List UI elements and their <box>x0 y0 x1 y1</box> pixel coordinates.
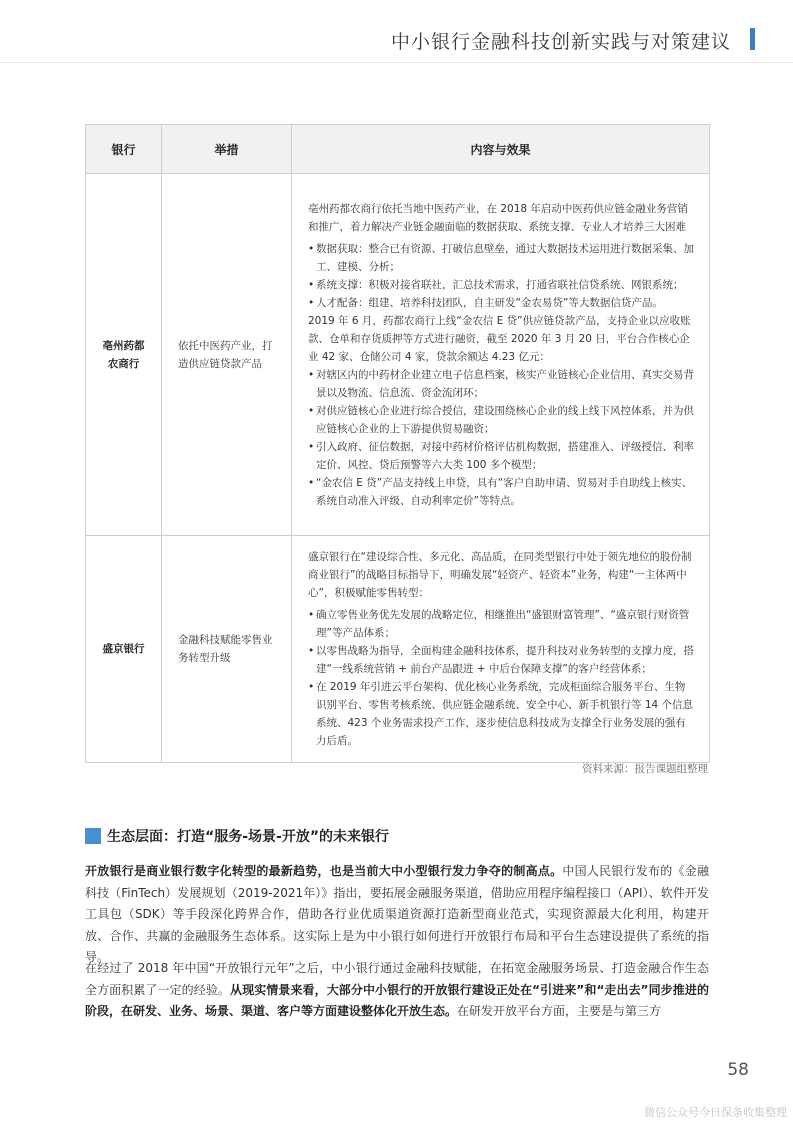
section-title: 生态层面：打造“服务-场景-开放”的未来银行 <box>107 829 390 845</box>
content-intro: 盛京银行在“建设综合性、多元化、高品质，在同类型银行中处于领先地位的股份制商业银行”的战略目标指导下，明确发展“轻资产、轻资本”业务，构建“一主体两中心”，积极赋能零售转型： <box>308 551 692 599</box>
column-header-content: 内容与效果 <box>292 125 710 174</box>
table-row <box>86 174 710 536</box>
measure-text: 金融科技赋能零售业务转型升级 <box>178 634 273 664</box>
content-points <box>308 606 695 750</box>
header-title: 中小银行金融科技创新实践与对策建议 <box>390 31 731 53</box>
list-item: • 对供应链核心企业进行综合授信，建设围绕核心企业的线上线下风控体系，并为供应链核心企业的上下游提供贸易融资； <box>308 402 695 438</box>
header-accent-bar <box>750 28 755 50</box>
bank-name: 亳州药都 农商行 <box>102 339 145 370</box>
measure-cell <box>162 174 292 536</box>
list-item: • 系统支撑：积极对接省联社，汇总技术需求，打通省联社信贷系统、网银系统； <box>308 276 695 294</box>
paragraph-1-bold: 开放银行是商业银行数字化转型的最新趋势，也是当前大中小型银行发力争夺的制高点。 <box>85 864 563 878</box>
measure-text: 依托中医药产业，打造供应链贷款产品 <box>178 339 273 370</box>
list-item: • 在 2019 年引进云平台架构、优化核心业务系统，完成柜面综合服务平台、生物识别平台、零售考核系统、供应链金融系统、安全中心、新手机银行等 14 个信息系统、423 个业务需求投产工作，逐步使信息科技成为支撑全行业务发展的强有力后盾。 <box>308 678 695 750</box>
paragraph-2-end: 在研发开放平台方面，主要是与第三方 <box>457 1004 662 1018</box>
content-intro-2: 2019 年 6 月，药都农商行上线“金农信 E 贷”供应链贷款产品，支持企业以应收账款、仓单和存货质押等方式进行融资，截至 2020 年 3 月 20 日，平台合作核心企业 42 家、仓储公司 4 家，贷款余额达 4.23 亿元： <box>308 314 691 363</box>
table-source-note: 资料来源：报告课题组整理 <box>582 763 708 775</box>
column-header-measure: 举措 <box>162 125 292 174</box>
list-item: • 对辖区内的中药材企业建立电子信息档案，核实产业链核心企业信用、真实交易背景以及物流、信息流、资金流闭环； <box>308 366 695 402</box>
list-item: • 引入政府、征信数据，对接中药材价格评估机构数据，搭建准入、评级授信、利率定价、风控、贷后预警等六大类 100 多个模型； <box>308 438 695 474</box>
header-rule <box>0 62 793 63</box>
content-intro: 亳州药都农商行依托当地中医药产业，在 2018 年启动中医药供应链金融业务营销和推广，着力解决产业链金融面临的数据获取、系统支撑、专业人才培养三大困难 <box>308 202 688 233</box>
content-cell <box>292 536 710 763</box>
body-paragraph-1 <box>85 861 709 969</box>
paragraph-1-text: 中国人民银行发布的《金融科技（FinTech）发展规划（2019-2021年）》指出，要拓展金融服务渠道，借助应用程序编程接口（API）、软件开发工具包（SDK）等手段深化跨界合作，借助各行业优质渠道资源打造新型商业范式，实现资源最大化利用，构建开放、合作、共赢的金融服务生态体系。这实际上是为中小银行如何进行开放银行布局和平台生态建设提供了系统的指导。 <box>85 864 709 964</box>
column-header-bank: 银行 <box>86 125 162 174</box>
measure-cell <box>162 536 292 763</box>
list-item: • 人才配备：组建、培养科技团队，自主研发“金农易贷”等大数据信贷产品。 <box>308 294 695 312</box>
body-paragraph-2 <box>85 958 709 1023</box>
bank-name-cell <box>86 536 162 763</box>
content-points <box>308 240 695 312</box>
list-item: • “金农信 E 贷”产品支持线上申贷，具有“客户自助申请、贸易对手自助线上核实、系统自动准入评级、自动利率定价”等特点。 <box>308 474 695 510</box>
content-cell <box>292 174 710 536</box>
content-points-2 <box>308 366 695 510</box>
list-item: • 数据获取：整合已有资源、打破信息壁垒，通过大数据技术运用进行数据采集、加工、建模、分析； <box>308 240 695 276</box>
section-square-icon <box>85 828 101 844</box>
page-number: 58 <box>727 1060 749 1080</box>
paragraph-2-start: 在经过了 2018 年中国“开放银行元年”之后，中小银行通过金融科技赋能，在拓宽金融服务场景、打造金融合作生态全方面积累了一定的经验。 <box>85 961 709 997</box>
table-header-row <box>86 125 710 174</box>
section-heading <box>85 826 389 846</box>
list-item: • 确立零售业务优先发展的战略定位，相继推出“盛银财富管理”、“盛京银行财资管理”等产品体系； <box>308 606 695 642</box>
table-row <box>86 536 710 763</box>
bank-name: 盛京银行 <box>102 643 145 655</box>
watermark-text: 微信公众号今日保条收集整理 <box>644 1106 787 1119</box>
bank-name-cell <box>86 174 162 536</box>
list-item: • 以零售战略为指导，全面构建金融科技体系，提升科技对业务转型的支撑力度，搭建“一线系统营销 + 前台产品跟进 + 中后台保障支撑”的客户经营体系； <box>308 642 695 678</box>
bank-practice-table <box>85 124 710 763</box>
paragraph-2-bold: 从现实情景来看，大部分中小银行的开放银行建设正处在“引进来”和“走出去”同步推进的阶段，在研发、业务、场景、渠道、客户等方面建设整体化开放生态。 <box>85 982 709 1018</box>
